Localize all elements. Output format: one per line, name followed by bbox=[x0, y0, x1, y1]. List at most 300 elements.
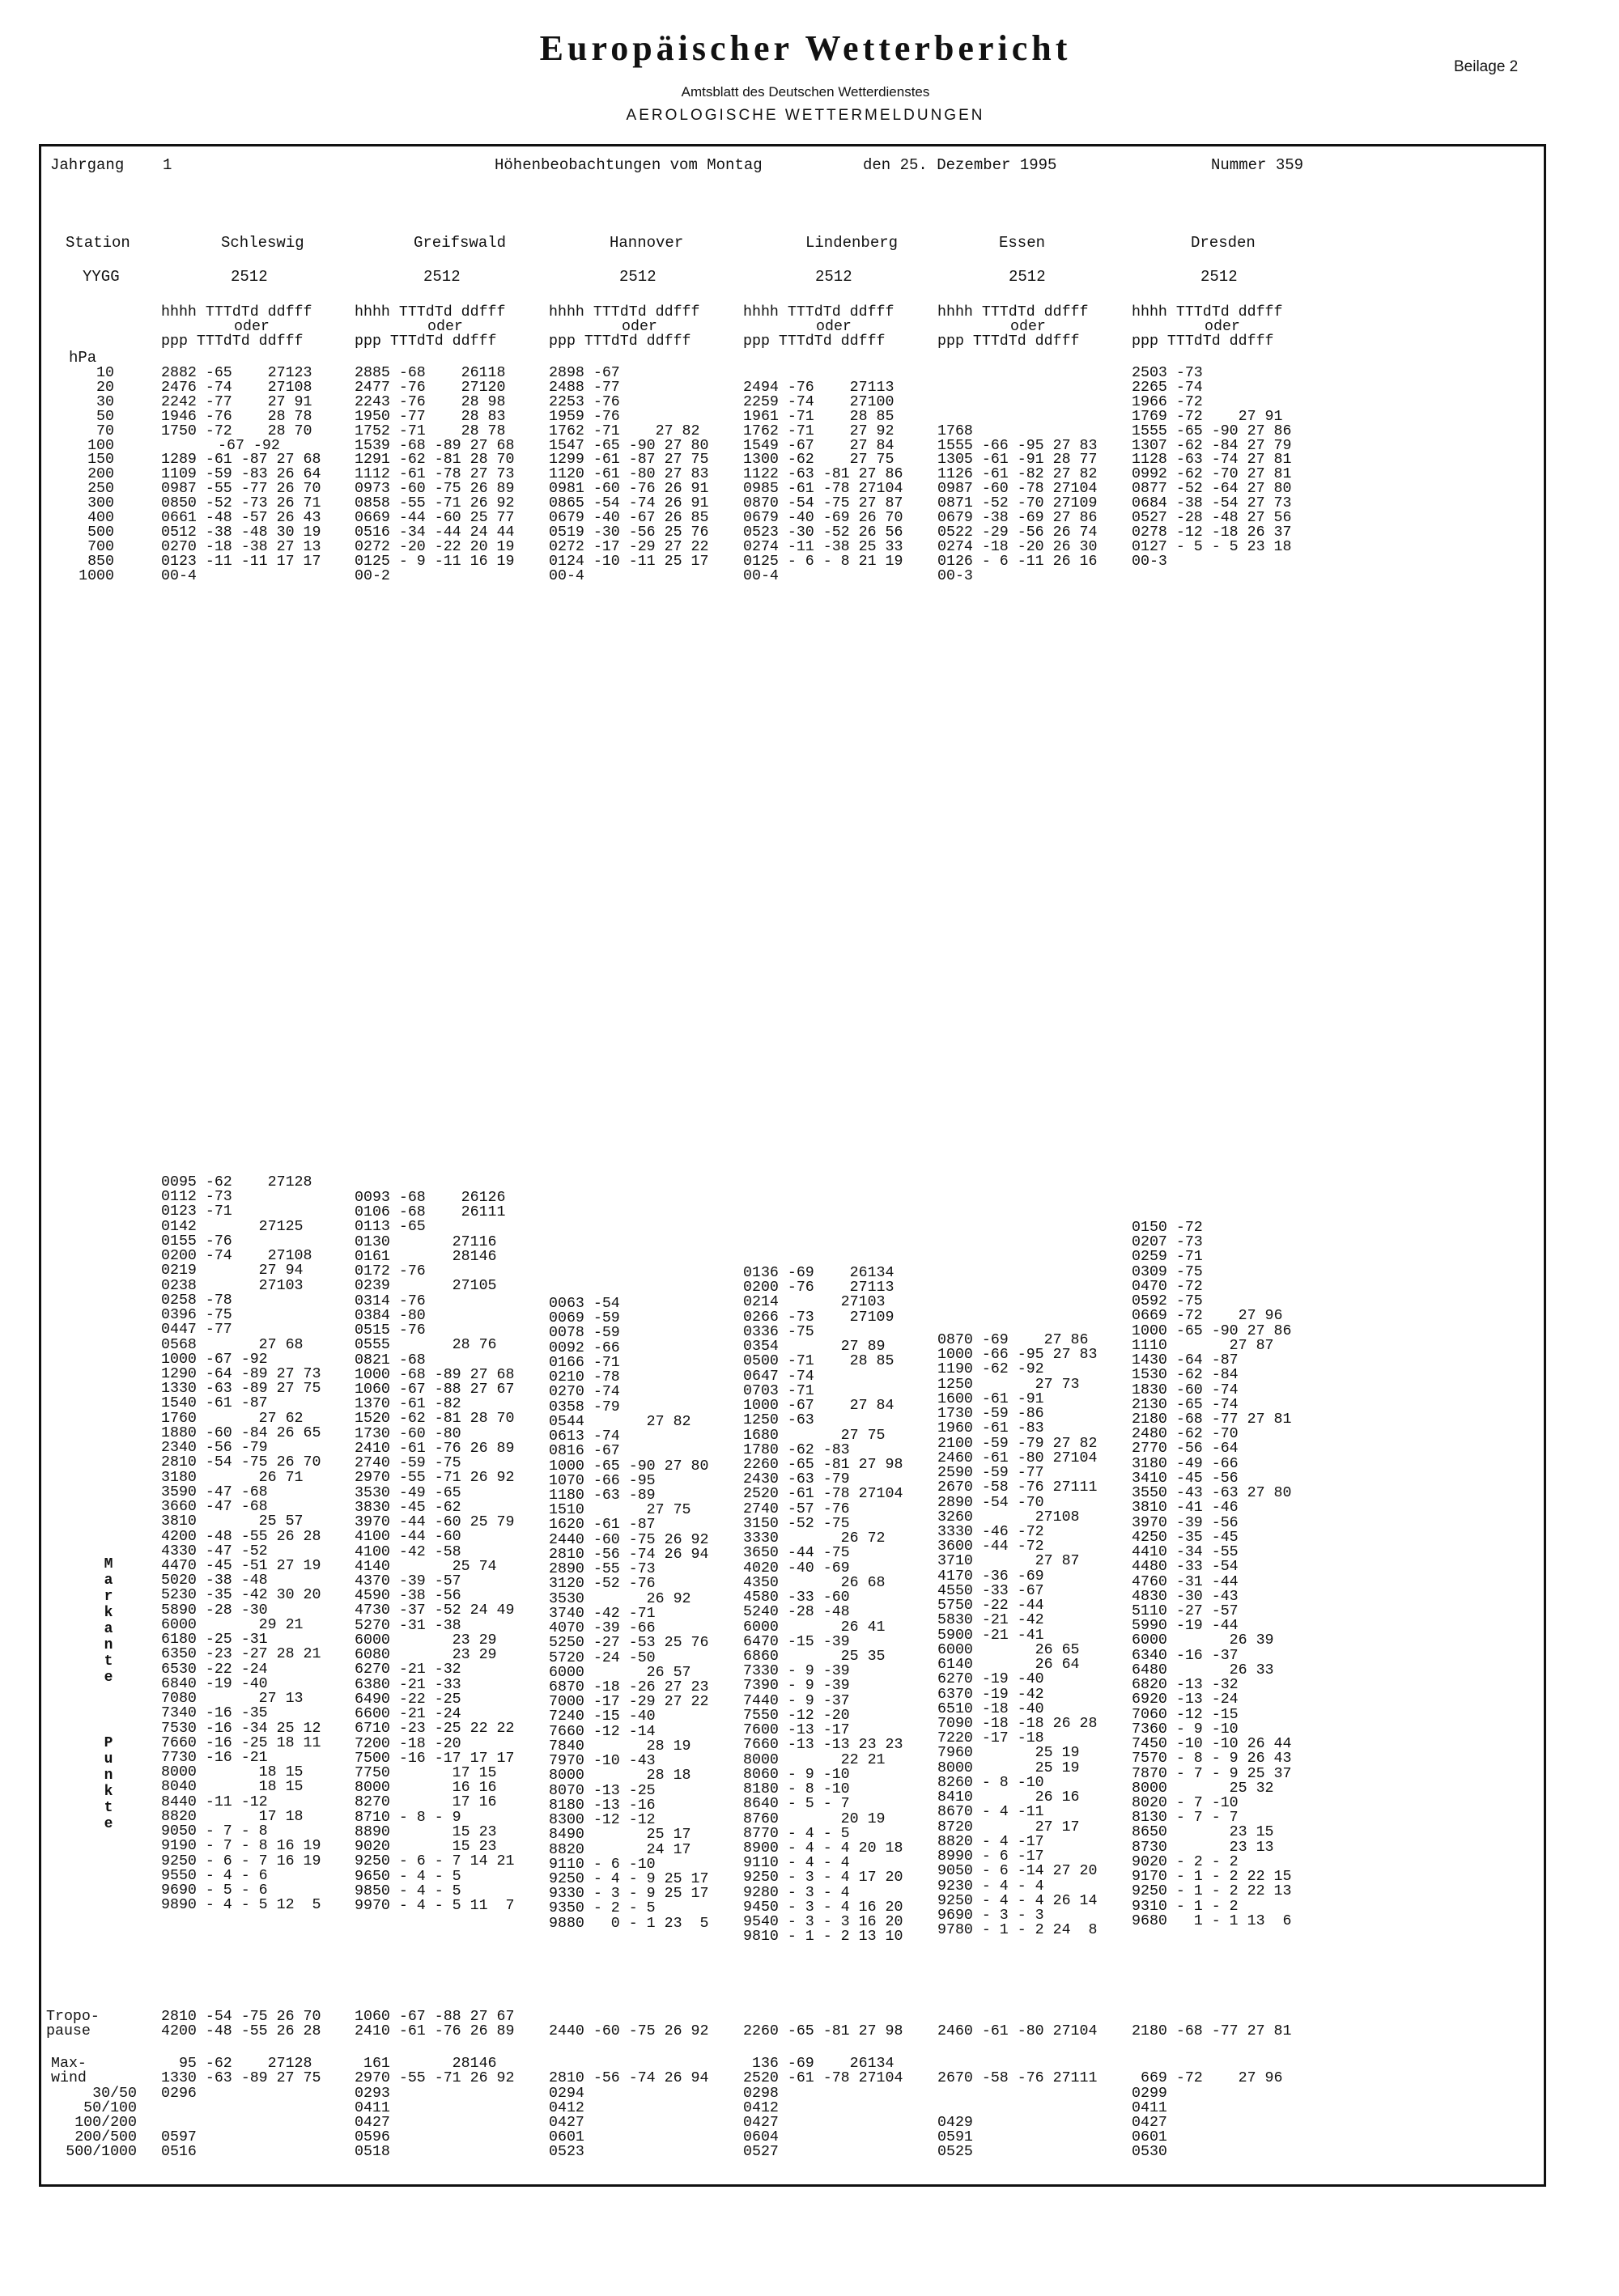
jahrgang-label: Jahrgang bbox=[50, 156, 125, 174]
significant-point-cell: 7000 -17 -29 27 22 bbox=[549, 1694, 709, 1710]
significant-point-cell: 8730 23 13 bbox=[1132, 1840, 1274, 1856]
level-cell: 1291 -62 -81 28 70 bbox=[355, 452, 515, 468]
tropopause-cell: 2440 -60 -75 26 92 bbox=[549, 2023, 709, 2039]
maxwind-cell: 2520 -61 -78 27104 bbox=[743, 2070, 903, 2086]
level-cell: 0987 -55 -77 26 70 bbox=[161, 481, 321, 497]
vertical-label-letter: k bbox=[104, 1605, 113, 1621]
significant-point-cell: 0092 -66 bbox=[549, 1340, 620, 1356]
significant-point-cell: 4070 -39 -66 bbox=[549, 1620, 656, 1636]
significant-point-cell: 8070 -13 -25 bbox=[549, 1783, 656, 1799]
thickness-cell: 0412 bbox=[549, 2100, 584, 2116]
pressure-level: 250 bbox=[87, 481, 114, 497]
level-cell: 1966 -72 bbox=[1132, 394, 1203, 410]
thickness-cell: 0427 bbox=[355, 2115, 390, 2131]
level-cell: 0684 -38 -54 27 73 bbox=[1132, 495, 1292, 511]
level-cell: 0272 -17 -29 27 22 bbox=[549, 539, 709, 555]
significant-point-cell: 6000 26 41 bbox=[743, 1619, 886, 1636]
significant-point-cell: 9690 - 5 - 6 bbox=[161, 1882, 268, 1899]
significant-point-cell: 0207 -73 bbox=[1132, 1234, 1203, 1250]
significant-point-cell: 9020 15 23 bbox=[355, 1839, 497, 1855]
station-yygg: 2512 bbox=[1009, 268, 1046, 286]
level-cell: 0877 -52 -64 27 80 bbox=[1132, 481, 1292, 497]
thickness-cell: 0296 bbox=[161, 2086, 197, 2102]
thickness-cell: 0293 bbox=[355, 2086, 390, 2102]
significant-point-cell: 7220 -17 -18 bbox=[937, 1730, 1044, 1746]
level-cell: 1762 -71 27 92 bbox=[743, 423, 894, 439]
significant-point-cell: 0259 -71 bbox=[1132, 1249, 1203, 1265]
significant-point-cell: 2740 -59 -75 bbox=[355, 1455, 461, 1471]
level-cell: 0661 -48 -57 26 43 bbox=[161, 510, 321, 526]
maxwind-cell: 161 28146 bbox=[355, 2056, 497, 2072]
maxwind-cell: 669 -72 27 96 bbox=[1132, 2070, 1283, 2086]
significant-point-cell: 0669 -72 27 96 bbox=[1132, 1308, 1283, 1324]
column-header-bottom: ppp TTTdTd ddfff bbox=[937, 333, 1080, 350]
level-cell: 1547 -65 -90 27 80 bbox=[549, 438, 709, 454]
significant-point-cell: 0238 27103 bbox=[161, 1278, 304, 1294]
significant-point-cell: 8000 16 16 bbox=[355, 1780, 497, 1796]
maxwind-cell: 2970 -55 -71 26 92 bbox=[355, 2070, 515, 2086]
significant-point-cell: 7960 25 19 bbox=[937, 1745, 1080, 1761]
supplement-label: Beilage 2 bbox=[1454, 58, 1519, 75]
thickness-label: 100/200 bbox=[74, 2115, 137, 2131]
significant-point-cell: 0210 -78 bbox=[549, 1369, 620, 1386]
level-cell: 1946 -76 28 78 bbox=[161, 409, 312, 425]
level-cell: 00-4 bbox=[743, 568, 779, 584]
level-cell: 2242 -77 27 91 bbox=[161, 394, 312, 410]
significant-point-cell: 0515 -76 bbox=[355, 1322, 426, 1339]
level-cell: 1307 -62 -84 27 79 bbox=[1132, 438, 1292, 454]
thickness-cell: 0412 bbox=[743, 2100, 779, 2116]
station-yygg: 2512 bbox=[423, 268, 461, 286]
maxwind-cell: 2810 -56 -74 26 94 bbox=[549, 2070, 709, 2086]
station-name: Essen bbox=[999, 234, 1046, 252]
significant-point-cell: 2670 -58 -76 27111 bbox=[937, 1479, 1098, 1496]
thickness-cell: 0527 bbox=[743, 2144, 779, 2160]
significant-point-cell: 9540 - 3 - 3 16 20 bbox=[743, 1914, 903, 1930]
significant-point-cell: 6840 -19 -40 bbox=[161, 1676, 268, 1692]
significant-point-cell: 2260 -65 -81 27 98 bbox=[743, 1457, 903, 1473]
significant-point-cell: 3650 -44 -75 bbox=[743, 1545, 850, 1561]
level-cell: 0125 - 9 -11 16 19 bbox=[355, 554, 515, 570]
significant-point-cell: 9680 1 - 1 13 6 bbox=[1132, 1913, 1292, 1929]
significant-point-cell: 3710 27 87 bbox=[937, 1553, 1080, 1569]
significant-point-cell: 0500 -71 28 85 bbox=[743, 1353, 894, 1369]
significant-point-cell: 9110 - 6 -10 bbox=[549, 1857, 656, 1873]
significant-point-cell: 1510 27 75 bbox=[549, 1502, 691, 1518]
column-header-bottom: ppp TTTdTd ddfff bbox=[549, 333, 691, 350]
tropopause-cell: 2410 -61 -76 26 89 bbox=[355, 2023, 515, 2039]
thickness-cell: 0429 bbox=[937, 2115, 973, 2131]
thickness-cell: 0427 bbox=[549, 2115, 584, 2131]
significant-point-cell: 8260 - 8 -10 bbox=[937, 1775, 1044, 1791]
level-cell: 2476 -74 27108 bbox=[161, 380, 312, 396]
significant-point-cell: 2480 -62 -70 bbox=[1132, 1426, 1239, 1442]
level-cell: 0981 -60 -76 26 91 bbox=[549, 481, 709, 497]
significant-point-cell: 4200 -48 -55 26 28 bbox=[161, 1529, 321, 1545]
significant-point-cell: 5250 -27 -53 25 76 bbox=[549, 1635, 709, 1651]
level-cell: 00-2 bbox=[355, 568, 390, 584]
significant-point-cell: 7570 - 8 - 9 26 43 bbox=[1132, 1751, 1292, 1767]
column-header-mid: oder bbox=[1010, 319, 1046, 335]
significant-point-cell: 9690 - 3 - 3 bbox=[937, 1908, 1044, 1924]
significant-point-cell: 3550 -43 -63 27 80 bbox=[1132, 1485, 1292, 1501]
maxwind-label: wind bbox=[51, 2070, 87, 2086]
significant-point-cell: 5890 -28 -30 bbox=[161, 1602, 268, 1619]
level-cell: 1762 -71 27 82 bbox=[549, 423, 700, 439]
thickness-cell: 0294 bbox=[549, 2086, 584, 2102]
significant-point-cell: 6000 26 65 bbox=[937, 1642, 1080, 1658]
significant-point-cell: 7440 - 9 -37 bbox=[743, 1693, 850, 1709]
significant-point-cell: 4370 -39 -57 bbox=[355, 1573, 461, 1589]
column-header-mid: oder bbox=[816, 319, 852, 335]
significant-point-cell: 4250 -35 -45 bbox=[1132, 1530, 1239, 1546]
thickness-cell: 0597 bbox=[161, 2129, 197, 2145]
level-cell: 0987 -60 -78 27104 bbox=[937, 481, 1098, 497]
significant-point-cell: 1780 -62 -83 bbox=[743, 1442, 850, 1458]
level-cell: 2885 -68 26118 bbox=[355, 365, 506, 381]
significant-point-cell: 2890 -55 -73 bbox=[549, 1561, 656, 1577]
significant-point-cell: 9970 - 4 - 5 11 7 bbox=[355, 1898, 515, 1914]
pressure-level: 850 bbox=[87, 554, 114, 570]
column-header-mid: oder bbox=[1205, 319, 1240, 335]
station-name: Schleswig bbox=[221, 234, 304, 252]
significant-point-cell: 0155 -76 bbox=[161, 1233, 232, 1250]
significant-point-cell: 1530 -62 -84 bbox=[1132, 1367, 1239, 1383]
significant-point-cell: 9110 - 4 - 4 bbox=[743, 1855, 850, 1871]
observation-date: den 25. Dezember 1995 bbox=[863, 156, 1057, 174]
hpa-label: hPa bbox=[69, 349, 97, 367]
significant-point-cell: 8710 - 8 - 9 bbox=[355, 1810, 461, 1826]
masthead bbox=[0, 0, 1619, 129]
level-cell: 1950 -77 28 83 bbox=[355, 409, 506, 425]
pressure-level: 100 bbox=[87, 438, 114, 454]
significant-point-cell: 0592 -75 bbox=[1132, 1293, 1203, 1309]
station-yygg: 2512 bbox=[1200, 268, 1238, 286]
significant-point-cell: 6000 23 29 bbox=[355, 1632, 497, 1649]
significant-point-cell: 2460 -61 -80 27104 bbox=[937, 1450, 1098, 1466]
significant-point-cell: 3120 -52 -76 bbox=[549, 1576, 656, 1592]
pressure-level: 200 bbox=[87, 466, 114, 482]
significant-point-cell: 0555 28 76 bbox=[355, 1337, 497, 1353]
level-cell: 2265 -74 bbox=[1132, 380, 1203, 396]
maxwind-cell: 1330 -63 -89 27 75 bbox=[161, 2070, 321, 2086]
vertical-label-letter: t bbox=[104, 1653, 113, 1670]
significant-point-cell: 0219 27 94 bbox=[161, 1263, 304, 1279]
level-cell: 1961 -71 28 85 bbox=[743, 409, 894, 425]
significant-point-cell: 9050 - 7 - 8 bbox=[161, 1823, 268, 1840]
tropopause-cell: 2180 -68 -77 27 81 bbox=[1132, 2023, 1292, 2039]
significant-point-cell: 8000 25 32 bbox=[1132, 1780, 1274, 1797]
tropopause-cell: 1060 -67 -88 27 67 bbox=[355, 2009, 515, 2025]
significant-point-cell: 0544 27 82 bbox=[549, 1414, 691, 1430]
level-cell: 0985 -61 -78 27104 bbox=[743, 481, 903, 497]
level-cell: 0679 -38 -69 27 86 bbox=[937, 510, 1098, 526]
significant-point-cell: 9890 - 4 - 5 12 5 bbox=[161, 1897, 321, 1913]
significant-point-cell: 0142 27125 bbox=[161, 1219, 304, 1235]
vertical-label-letter: n bbox=[104, 1637, 113, 1653]
tropopause-cell: 4200 -48 -55 26 28 bbox=[161, 2023, 321, 2039]
significant-point-cell: 4480 -33 -54 bbox=[1132, 1559, 1239, 1575]
level-cell: 0516 -34 -44 24 44 bbox=[355, 524, 515, 541]
significant-point-cell: 0172 -76 bbox=[355, 1263, 426, 1280]
station-name: Greifswald bbox=[414, 234, 507, 252]
thickness-cell: 0411 bbox=[1132, 2100, 1167, 2116]
level-cell: 1305 -61 -91 28 77 bbox=[937, 452, 1098, 468]
significant-point-cell: 4140 25 74 bbox=[355, 1559, 497, 1575]
level-cell: 2477 -76 27120 bbox=[355, 380, 506, 396]
significant-point-cell: 0870 -69 27 86 bbox=[937, 1332, 1089, 1348]
column-header-mid: oder bbox=[427, 319, 463, 335]
significant-point-cell: 9550 - 4 - 6 bbox=[161, 1868, 268, 1884]
significant-point-cell: 3330 26 72 bbox=[743, 1530, 886, 1547]
significant-point-cell: 7060 -12 -15 bbox=[1132, 1707, 1239, 1723]
significant-point-cell: 8020 - 7 -10 bbox=[1132, 1795, 1239, 1811]
significant-point-cell: 0150 -72 bbox=[1132, 1220, 1203, 1236]
pressure-level: 30 bbox=[96, 394, 114, 410]
significant-point-cell: 7530 -16 -34 25 12 bbox=[161, 1721, 321, 1737]
significant-point-cell: 5240 -28 -48 bbox=[743, 1604, 850, 1620]
vertical-label-letter: e bbox=[104, 1816, 113, 1832]
significant-point-cell: 0568 27 68 bbox=[161, 1337, 304, 1353]
significant-point-cell: 4830 -30 -43 bbox=[1132, 1589, 1239, 1605]
significant-point-cell: 6000 29 21 bbox=[161, 1617, 304, 1633]
significant-point-cell: 1540 -61 -87 bbox=[161, 1395, 268, 1411]
significant-point-cell: 0239 27105 bbox=[355, 1278, 497, 1294]
significant-point-cell: 6470 -15 -39 bbox=[743, 1634, 850, 1650]
significant-point-cell: 9020 - 2 - 2 bbox=[1132, 1854, 1239, 1870]
significant-point-cell: 2770 -56 -64 bbox=[1132, 1441, 1239, 1457]
significant-point-cell: 2100 -59 -79 27 82 bbox=[937, 1436, 1098, 1452]
significant-point-cell: 6510 -18 -40 bbox=[937, 1701, 1044, 1717]
thickness-cell: 0411 bbox=[355, 2100, 390, 2116]
level-cell: 0127 - 5 - 5 23 18 bbox=[1132, 539, 1292, 555]
pressure-level: 20 bbox=[96, 380, 114, 396]
significant-point-cell: 3970 -39 -56 bbox=[1132, 1515, 1239, 1531]
significant-point-cell: 2740 -57 -76 bbox=[743, 1501, 850, 1517]
column-header-top: hhhh TTTdTd ddfff bbox=[355, 304, 506, 320]
tropopause-cell: 2260 -65 -81 27 98 bbox=[743, 2023, 903, 2039]
significant-point-cell: 0354 27 89 bbox=[743, 1339, 886, 1355]
maxwind-cell: 2670 -58 -76 27111 bbox=[937, 2070, 1098, 2086]
level-cell: 00-3 bbox=[937, 568, 973, 584]
maxwind-cell: 95 -62 27128 bbox=[161, 2056, 312, 2072]
level-cell: 1752 -71 28 78 bbox=[355, 423, 506, 439]
significant-point-cell: 7450 -10 -10 26 44 bbox=[1132, 1736, 1292, 1752]
level-cell: 00-4 bbox=[549, 568, 584, 584]
level-cell: 1750 -72 28 70 bbox=[161, 423, 312, 439]
level-cell: 1555 -65 -90 27 86 bbox=[1132, 423, 1292, 439]
publication-title: Europäischer Wetterbericht bbox=[539, 28, 1072, 68]
level-cell: 0973 -60 -75 26 89 bbox=[355, 481, 515, 497]
significant-point-cell: 0470 -72 bbox=[1132, 1279, 1203, 1295]
vertical-label-letter: r bbox=[104, 1589, 113, 1605]
significant-point-cell: 0314 -76 bbox=[355, 1293, 426, 1309]
significant-point-cell: 4350 26 68 bbox=[743, 1575, 886, 1591]
significant-point-cell: 0816 -67 bbox=[549, 1443, 620, 1459]
thickness-cell: 0601 bbox=[1132, 2129, 1167, 2145]
station-yygg: 2512 bbox=[815, 268, 852, 286]
section-title: AEROLOGISCHE WETTERMELDUNGEN bbox=[626, 107, 985, 124]
significant-point-cell: 0161 28146 bbox=[355, 1249, 497, 1265]
significant-point-cell: 8890 15 23 bbox=[355, 1824, 497, 1840]
significant-point-cell: 4590 -38 -56 bbox=[355, 1588, 461, 1604]
pressure-level: 70 bbox=[96, 423, 114, 439]
significant-point-cell: 6490 -22 -25 bbox=[355, 1691, 461, 1708]
significant-point-cell: 6140 26 64 bbox=[937, 1657, 1080, 1673]
significant-point-cell: 7870 - 7 - 9 25 37 bbox=[1132, 1766, 1292, 1782]
pressure-level: 400 bbox=[87, 510, 114, 526]
significant-point-cell: 7340 -16 -35 bbox=[161, 1705, 268, 1721]
significant-point-cell: 9310 - 1 - 2 bbox=[1132, 1899, 1239, 1915]
significant-point-cell: 1180 -63 -89 bbox=[549, 1488, 656, 1504]
significant-point-cell: 5750 -22 -44 bbox=[937, 1598, 1044, 1614]
significant-point-cell: 2520 -61 -78 27104 bbox=[743, 1486, 903, 1502]
thickness-label: 50/100 bbox=[83, 2100, 137, 2116]
significant-point-cell: 1000 -68 -89 27 68 bbox=[355, 1367, 515, 1383]
level-cell: 1299 -61 -87 27 75 bbox=[549, 452, 709, 468]
vertical-label-letter: e bbox=[104, 1670, 113, 1686]
significant-point-cell: 6920 -13 -24 bbox=[1132, 1691, 1239, 1708]
vertical-label-letter: P bbox=[104, 1735, 113, 1751]
significant-point-cell: 6000 26 39 bbox=[1132, 1632, 1274, 1649]
significant-point-cell: 8820 17 18 bbox=[161, 1809, 304, 1825]
significant-point-cell: 5270 -31 -38 bbox=[355, 1618, 461, 1634]
level-cell: 1122 -63 -81 27 86 bbox=[743, 466, 903, 482]
significant-point-cell: 1060 -67 -88 27 67 bbox=[355, 1381, 515, 1398]
significant-point-cell: 7500 -16 -17 17 17 bbox=[355, 1751, 515, 1767]
level-cell: 2898 -67 bbox=[549, 365, 620, 381]
significant-point-cell: 1680 27 75 bbox=[743, 1428, 886, 1444]
thickness-cell: 0518 bbox=[355, 2144, 390, 2160]
significant-point-cell: 1600 -61 -91 bbox=[937, 1391, 1044, 1407]
level-cell: 2488 -77 bbox=[549, 380, 620, 396]
level-cell: 0512 -38 -48 30 19 bbox=[161, 524, 321, 541]
thickness-cell: 0601 bbox=[549, 2129, 584, 2145]
vertical-label-letter: a bbox=[104, 1621, 113, 1637]
significant-point-cell: 3260 27108 bbox=[937, 1509, 1080, 1526]
tropopause-label: pause bbox=[46, 2023, 91, 2039]
significant-point-cell: 1430 -64 -87 bbox=[1132, 1352, 1239, 1369]
column-header-bottom: ppp TTTdTd ddfff bbox=[1132, 333, 1274, 350]
significant-point-cell: 9190 - 7 - 8 16 19 bbox=[161, 1838, 321, 1854]
significant-point-cell: 3830 -45 -62 bbox=[355, 1500, 461, 1516]
level-cell: 0270 -18 -38 27 13 bbox=[161, 539, 321, 555]
level-cell: 00-3 bbox=[1132, 554, 1167, 570]
level-cell: 0669 -44 -60 25 77 bbox=[355, 510, 515, 526]
report-frame bbox=[39, 144, 1546, 2187]
level-cell: 0858 -55 -71 26 92 bbox=[355, 495, 515, 511]
significant-point-cell: 3410 -45 -56 bbox=[1132, 1471, 1239, 1487]
pressure-level: 700 bbox=[87, 539, 114, 555]
column-header-top: hhhh TTTdTd ddfff bbox=[549, 304, 700, 320]
significant-point-cell: 8000 18 15 bbox=[161, 1764, 304, 1780]
level-cell: 2503 -73 bbox=[1132, 365, 1203, 381]
significant-point-cell: 3180 26 71 bbox=[161, 1470, 304, 1486]
level-cell: 0992 -62 -70 27 81 bbox=[1132, 466, 1292, 482]
significant-point-cell: 7200 -18 -20 bbox=[355, 1736, 461, 1752]
significant-point-cell: 0095 -62 27128 bbox=[161, 1174, 312, 1190]
column-header-top: hhhh TTTdTd ddfff bbox=[743, 304, 894, 320]
significant-point-cell: 0200 -74 27108 bbox=[161, 1248, 312, 1264]
significant-point-cell: 1000 -65 -90 27 80 bbox=[549, 1458, 709, 1475]
significant-point-cell: 9850 - 4 - 5 bbox=[355, 1883, 461, 1899]
significant-point-cell: 9050 - 6 -14 27 20 bbox=[937, 1863, 1098, 1879]
column-header-mid: oder bbox=[622, 319, 657, 335]
significant-point-cell: 6370 -19 -42 bbox=[937, 1687, 1044, 1703]
significant-point-cell: 0270 -74 bbox=[549, 1384, 620, 1400]
significant-point-cell: 7600 -13 -17 bbox=[743, 1722, 850, 1738]
significant-point-cell: 7090 -18 -18 26 28 bbox=[937, 1716, 1098, 1732]
significant-point-cell: 6270 -19 -40 bbox=[937, 1671, 1044, 1687]
significant-point-cell: 1190 -62 -92 bbox=[937, 1361, 1044, 1377]
station-name: Hannover bbox=[610, 234, 684, 252]
significant-point-cell: 9450 - 3 - 4 16 20 bbox=[743, 1899, 903, 1916]
significant-point-cell: 1960 -61 -83 bbox=[937, 1420, 1044, 1437]
level-cell: 1769 -72 27 91 bbox=[1132, 409, 1283, 425]
significant-point-cell: 8640 - 5 - 7 bbox=[743, 1796, 850, 1812]
significant-point-cell: 9250 - 6 - 7 16 19 bbox=[161, 1853, 321, 1869]
significant-point-cell: 1000 -67 27 84 bbox=[743, 1398, 894, 1414]
significant-point-cell: 9230 - 4 - 4 bbox=[937, 1878, 1044, 1895]
yygg-label: YYGG bbox=[83, 268, 120, 286]
significant-point-cell: 9350 - 2 - 5 bbox=[549, 1900, 656, 1916]
significant-point-cell: 1330 -63 -89 27 75 bbox=[161, 1381, 321, 1397]
significant-point-cell: 0112 -73 bbox=[161, 1189, 232, 1205]
level-cell: 1120 -61 -80 27 83 bbox=[549, 466, 709, 482]
significant-point-cell: 0821 -68 bbox=[355, 1352, 426, 1369]
significant-point-cell: 1880 -60 -84 26 65 bbox=[161, 1425, 321, 1441]
significant-point-cell: 4100 -42 -58 bbox=[355, 1544, 461, 1560]
significant-point-cell: 2810 -56 -74 26 94 bbox=[549, 1547, 709, 1563]
level-cell: 0274 -11 -38 25 33 bbox=[743, 539, 903, 555]
significant-point-cell: 1250 27 73 bbox=[937, 1377, 1080, 1393]
level-cell: 2494 -76 27113 bbox=[743, 380, 894, 396]
level-cell: 0274 -18 -20 26 30 bbox=[937, 539, 1098, 555]
significant-point-cell: 4730 -37 -52 24 49 bbox=[355, 1602, 515, 1619]
significant-point-cell: 9280 - 3 - 4 bbox=[743, 1885, 850, 1901]
significant-point-cell: 9250 - 3 - 4 17 20 bbox=[743, 1869, 903, 1886]
significant-point-cell: 6270 -21 -32 bbox=[355, 1662, 461, 1678]
significant-point-cell: 1730 -60 -80 bbox=[355, 1426, 461, 1442]
significant-point-cell: 7330 - 9 -39 bbox=[743, 1663, 850, 1679]
station-name: Lindenberg bbox=[805, 234, 899, 252]
maxwind-label: Max- bbox=[51, 2056, 87, 2072]
pressure-level: 300 bbox=[87, 495, 114, 511]
significant-point-cell: 0069 -59 bbox=[549, 1310, 620, 1326]
significant-point-cell: 3600 -44 -72 bbox=[937, 1538, 1044, 1555]
significant-point-cell: 0384 -80 bbox=[355, 1308, 426, 1324]
significant-point-cell: 1000 -67 -92 bbox=[161, 1352, 268, 1368]
significant-point-cell: 2970 -55 -71 26 92 bbox=[355, 1470, 515, 1486]
significant-point-cell: 9170 - 1 - 2 22 15 bbox=[1132, 1869, 1292, 1885]
significant-point-cell: 1730 -59 -86 bbox=[937, 1406, 1044, 1422]
significant-point-cell: 7750 17 15 bbox=[355, 1765, 497, 1781]
level-cell: 0679 -40 -67 26 85 bbox=[549, 510, 709, 526]
significant-point-cell: 8760 20 19 bbox=[743, 1811, 886, 1827]
significant-point-cell: 0336 -75 bbox=[743, 1324, 814, 1340]
significant-point-cell: 8650 23 15 bbox=[1132, 1824, 1274, 1840]
vertical-label-letter: M bbox=[104, 1556, 113, 1572]
significant-point-cell: 0613 -74 bbox=[549, 1428, 620, 1445]
significant-point-cell: 9810 - 1 - 2 13 10 bbox=[743, 1929, 903, 1945]
level-cell: 1539 -68 -89 27 68 bbox=[355, 438, 515, 454]
significant-point-cell: 0214 27103 bbox=[743, 1294, 886, 1310]
significant-point-cell: 2440 -60 -75 26 92 bbox=[549, 1532, 709, 1548]
significant-point-cell: 5990 -19 -44 bbox=[1132, 1618, 1239, 1634]
level-cell: 1768 bbox=[937, 423, 973, 439]
significant-point-cell: 6340 -16 -37 bbox=[1132, 1648, 1239, 1664]
pressure-level: 150 bbox=[87, 452, 114, 468]
